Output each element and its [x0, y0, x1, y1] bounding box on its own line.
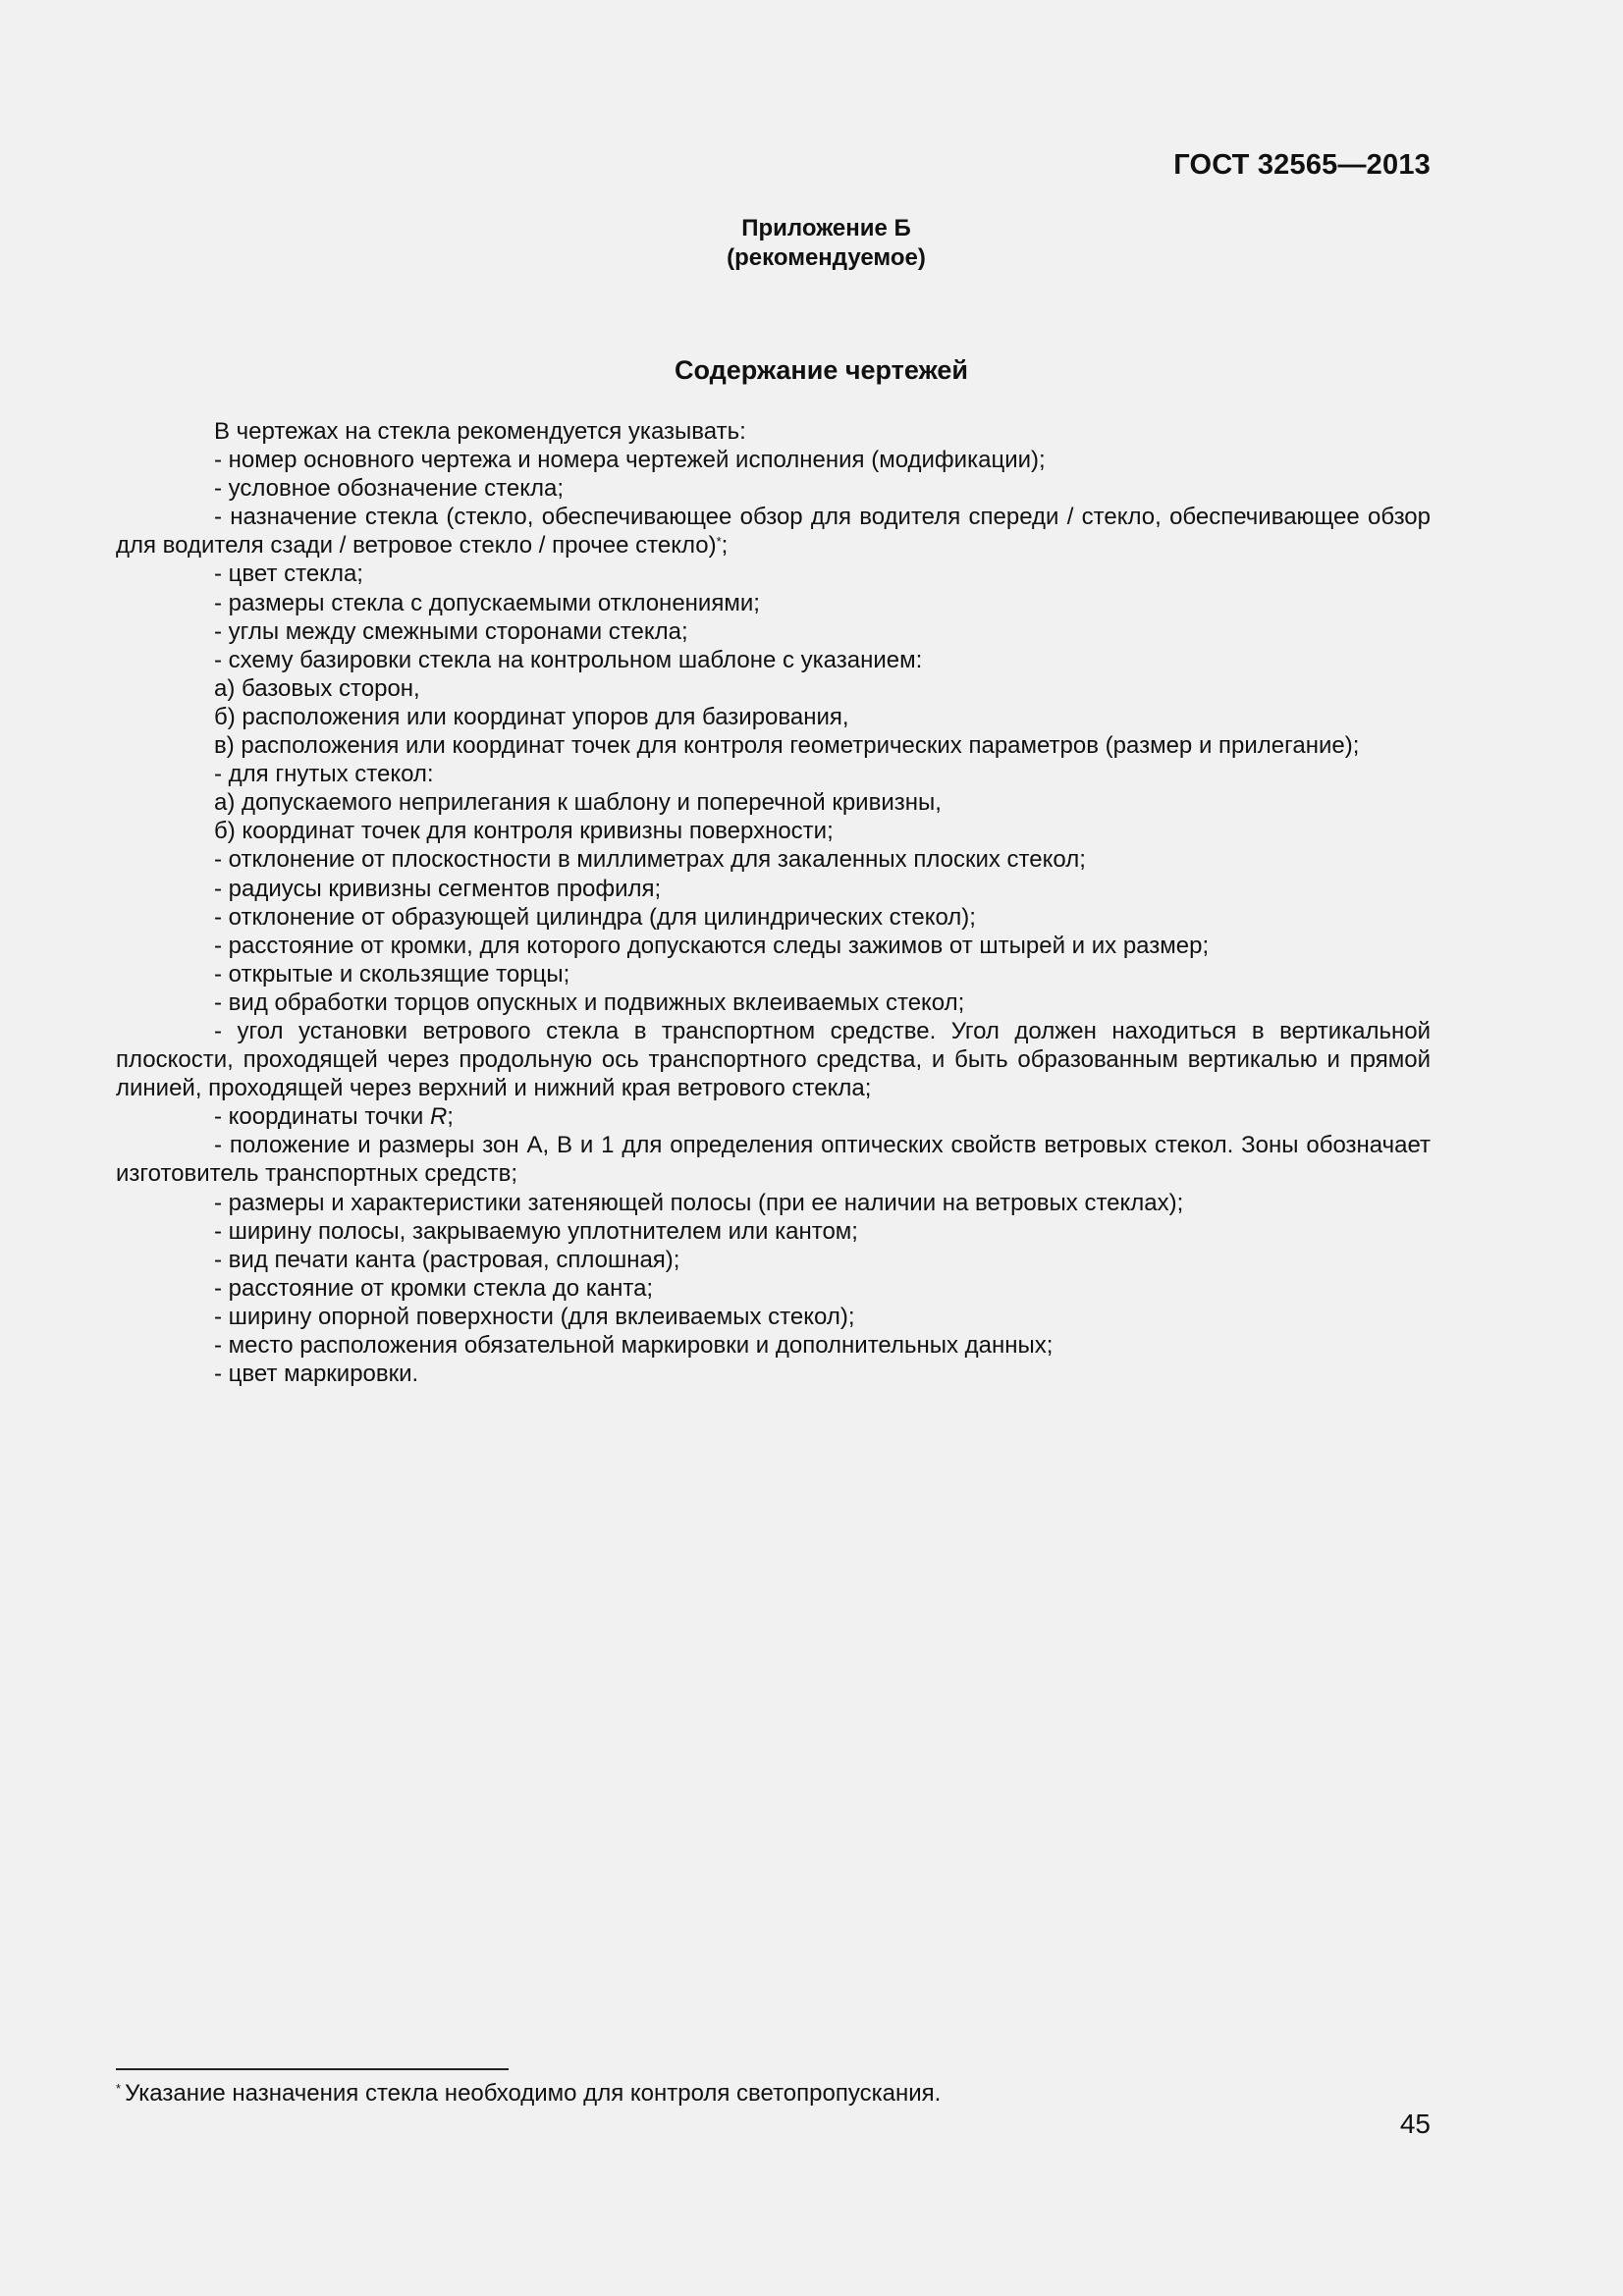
purpose-text: - назначение стекла (стекло, обеспечивающее обзор для водителя спереди / стекло, обеспечивающее обзор для водителя сзади / ветровое стекло / прочее стекло) — [116, 504, 1431, 560]
footnote-divider — [116, 2068, 509, 2070]
footnote-reference: * — [716, 534, 722, 550]
footnote-text: Указание назначения стекла необходимо для контроля светопропускания. — [125, 2080, 942, 2107]
footnote — [116, 2079, 941, 2110]
list-item: - номер основного чертежа и номера чертежей исполнения (модификации); — [214, 447, 1046, 474]
list-item: - углы между смежными сторонами стекла; — [214, 617, 688, 645]
list-item: - размеры стекла с допускаемыми отклонениями; — [214, 589, 760, 616]
sub-item: а) базовых сторон, — [214, 674, 420, 702]
list-item: - условное обозначение стекла; — [214, 475, 565, 503]
point-r-symbol: R — [429, 1103, 448, 1131]
list-item: - ширину полосы, закрываемую уплотнителем или кантом; — [214, 1217, 858, 1245]
appendix-status: (рекомендуемое) — [727, 244, 926, 271]
footnote-mark: * — [116, 2081, 122, 2096]
list-item: - отклонение от образующей цилиндра (для цилиндрических стекол); — [214, 903, 976, 931]
section-title: Содержание чертежей — [675, 355, 968, 385]
appendix-heading — [0, 214, 1623, 273]
list-item-purpose — [116, 503, 1431, 560]
point-r-suffix: ; — [447, 1103, 454, 1131]
list-item: - размеры и характеристики затеняющей полосы (при ее наличии на ветровых стеклах); — [214, 1189, 1184, 1216]
page-number: 45 — [1399, 2109, 1431, 2139]
point-r-prefix: - координаты точки — [214, 1103, 430, 1131]
intro-paragraph: В чертежах на стекла рекомендуется указывать: — [214, 418, 746, 445]
list-item: - расстояние от кромки стекла до канта; — [214, 1274, 654, 1302]
sub-item: а) допускаемого неприлегания к шаблону и поперечной кривизны, — [214, 789, 942, 817]
list-item: - угол установки ветрового стекла в транспортном средстве. Угол должен находиться в вертикальной плоскости, проходящей через продольную ось транспортного средства, и быть образованным вертикалью и прямой линией, проходящей через верхний и нижний края ветрового стекла; — [116, 1017, 1431, 1102]
list-item: - положение и размеры зон А, В и 1 для определения оптических свойств ветровых стекол. Зоны обозначает изготовитель транспортных средств; — [116, 1132, 1431, 1188]
list-item-point-r — [116, 1102, 1431, 1131]
list-item: - отклонение от плоскостности в миллиметрах для закаленных плоских стекол; — [214, 846, 1086, 874]
purpose-end: ; — [721, 532, 729, 560]
list-item: - вид обработки торцов опускных и подвижных вклеиваемых стекол; — [214, 988, 965, 1016]
list-item: - вид печати канта (растровая, сплошная); — [214, 1246, 680, 1273]
standard-number: ГОСТ 32565—2013 — [1173, 149, 1431, 181]
document-body — [116, 417, 1431, 1388]
list-item: - место расположения обязательной маркировки и дополнительных данных; — [214, 1332, 1054, 1359]
sub-item: в) расположения или координат точек для контроля геометрических параметров (размер и прилегание); — [214, 732, 1360, 760]
list-item: - цвет стекла; — [214, 561, 363, 588]
sub-item: б) координат точек для контроля кривизны поверхности; — [214, 818, 834, 845]
list-item: - открытые и скользящие торцы; — [214, 960, 570, 988]
list-item: - расстояние от кромки, для которого допускаются следы зажимов от штырей и их размер; — [214, 932, 1210, 959]
list-item: - ширину опорной поверхности (для вклеиваемых стекол); — [214, 1303, 855, 1330]
list-item: - схему базировки стекла на контрольном шаблоне с указанием: — [214, 646, 923, 673]
list-item: - цвет маркировки. — [214, 1361, 419, 1388]
appendix-title: Приложение Б — [741, 215, 911, 241]
list-item: - радиусы кривизны сегментов профиля; — [214, 875, 662, 902]
sub-item: б) расположения или координат упоров для базирования, — [214, 703, 849, 730]
list-item: - для гнутых стекол: — [214, 761, 434, 788]
